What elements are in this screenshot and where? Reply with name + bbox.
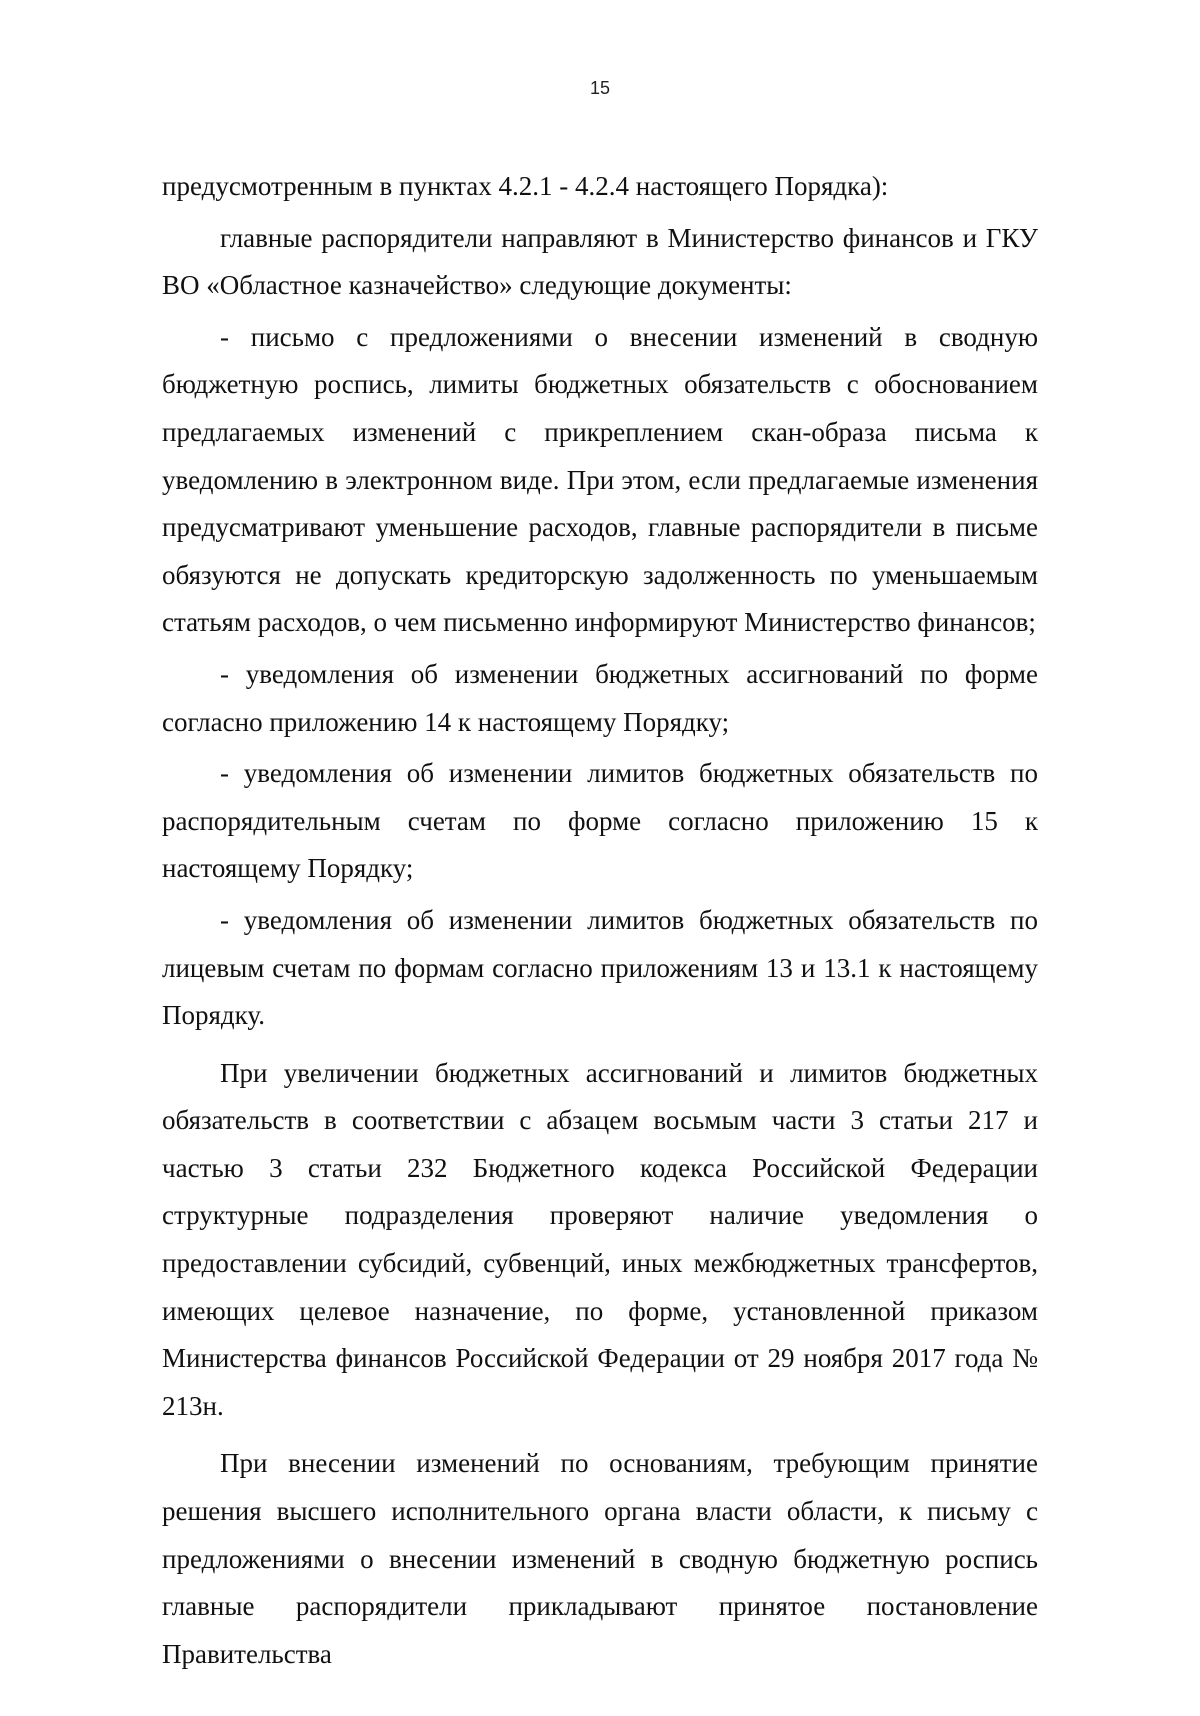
document-body	[162, 163, 1038, 1678]
paragraph-documents-intro: главные распорядители направляют в Министерство финансов и ГКУ ВО «Областное казначейство» следующие документы:	[162, 222, 1038, 301]
list-item-personal-accounts-notice: - уведомления об изменении лимитов бюджетных обязательств по лицевым счетам по формам согласно приложениям 13 и 13.1 к настоящему Порядку.	[162, 904, 1038, 1031]
paragraph-budget-increase: При увеличении бюджетных ассигнований и лимитов бюджетных обязательств в соответствии с абзацем восьмым части 3 статьи 217 и частью 3 статьи 232 Бюджетного кодекса Российской Федерации структурные подразделения проверяют наличие уведомления о предоставлении субсидий, субвенций, иных межбюджетных трансфертов, имеющих целевое назначение, по форме, установленной приказом Министерства финансов Российской Федерации от 29 ноября 2017 года № 213н.	[162, 1057, 1038, 1421]
list-item-budget-notice: - уведомления об изменении бюджетных ассигнований по форме согласно приложению 14 к настоящему Порядку;	[162, 658, 1038, 737]
paragraph-government-decision: При внесении изменений по основаниям, требующим принятие решения высшего исполнительного органа власти области, к письму с предложениями о внесении изменений в сводную бюджетную роспись главные распорядители прикладывают принятое постановление Правительства	[162, 1448, 1038, 1669]
list-item-letter: - письмо с предложениями о внесении изменений в сводную бюджетную роспись, лимиты бюджетных обязательств с обоснованием предлагаемых изменений с прикреплением скан-образа письма к уведомлению в электронном виде. При этом, если предлагаемые изменения предусматривают уменьшение расходов, главные распорядители в письме обязуются не допускать кредиторскую задолженность по уменьшаемым статьям расходов, о чем письменно информируют Министерство финансов;	[162, 321, 1038, 638]
paragraph-continuation: предусмотренным в пунктах 4.2.1 - 4.2.4 настоящего Порядка):	[162, 171, 889, 201]
list-item-disposal-accounts-notice: - уведомления об изменении лимитов бюджетных обязательств по распорядительным счетам по форме согласно приложению 15 к настоящему Порядку;	[162, 758, 1038, 884]
page-number: 15	[589, 78, 611, 98]
